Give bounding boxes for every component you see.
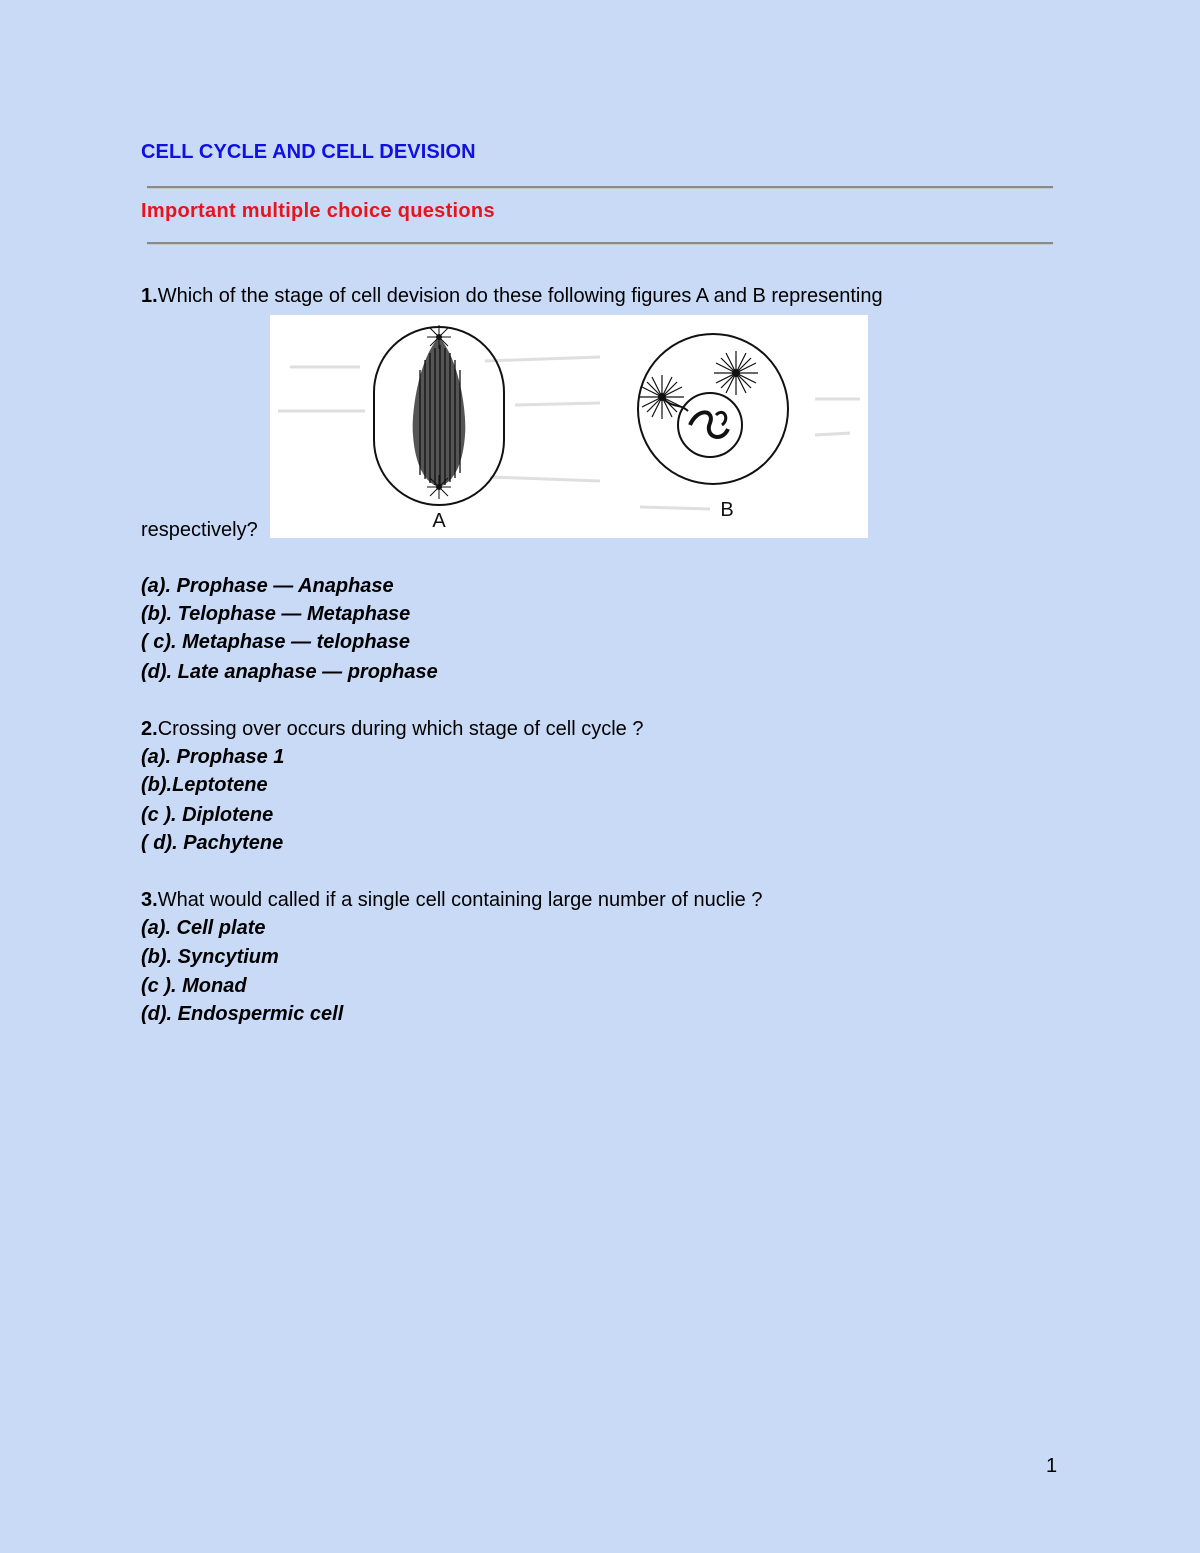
divider-bottom (147, 242, 1053, 245)
document-title: CELL CYCLE AND CELL DEVISION (141, 141, 476, 163)
option-1a: (a). Prophase — Anaphase (141, 575, 394, 597)
question-text: Which of the stage of cell devision do these following figures A and B representing (157, 285, 883, 307)
question-text: What would called if a single cell containing large number of nuclie ? (157, 889, 763, 911)
option-2d: ( d). Pachytene (141, 832, 284, 854)
option-2b: (b).Leptotene (141, 774, 268, 796)
option-3b: (b). Syncytium (141, 946, 279, 968)
question-1-continuation: respectively? (141, 519, 258, 541)
page-number: 1 (1046, 1455, 1058, 1477)
option-2a: (a). Prophase 1 (141, 746, 285, 768)
figure-label-b: B (720, 499, 734, 521)
question-2 (141, 718, 643, 741)
figure-b-cell (638, 334, 788, 484)
question-1 (141, 285, 883, 308)
option-2c: (c ). Diplotene (141, 804, 274, 826)
document-subtitle: Important multiple choice questions (141, 200, 495, 222)
figure-a-cell (374, 325, 504, 505)
option-1d: (d). Late anaphase — prophase (141, 661, 438, 683)
option-1c: ( c). Metaphase — telophase (141, 631, 410, 653)
question-text: Crossing over occurs during which stage of cell cycle ? (157, 718, 644, 740)
question-number: 3. (141, 889, 158, 911)
option-3c: (c ). Monad (141, 975, 247, 997)
question-3 (141, 889, 762, 912)
question-number: 1. (141, 285, 158, 307)
option-3d: (d). Endospermic cell (141, 1003, 344, 1025)
cell-division-figure (270, 315, 868, 538)
cell-division-illustration (270, 315, 868, 538)
question-number: 2. (141, 718, 158, 740)
figure-label-a: A (432, 510, 446, 532)
divider-top (147, 186, 1053, 189)
option-3a: (a). Cell plate (141, 917, 266, 939)
option-1b: (b). Telophase — Metaphase (141, 603, 411, 625)
